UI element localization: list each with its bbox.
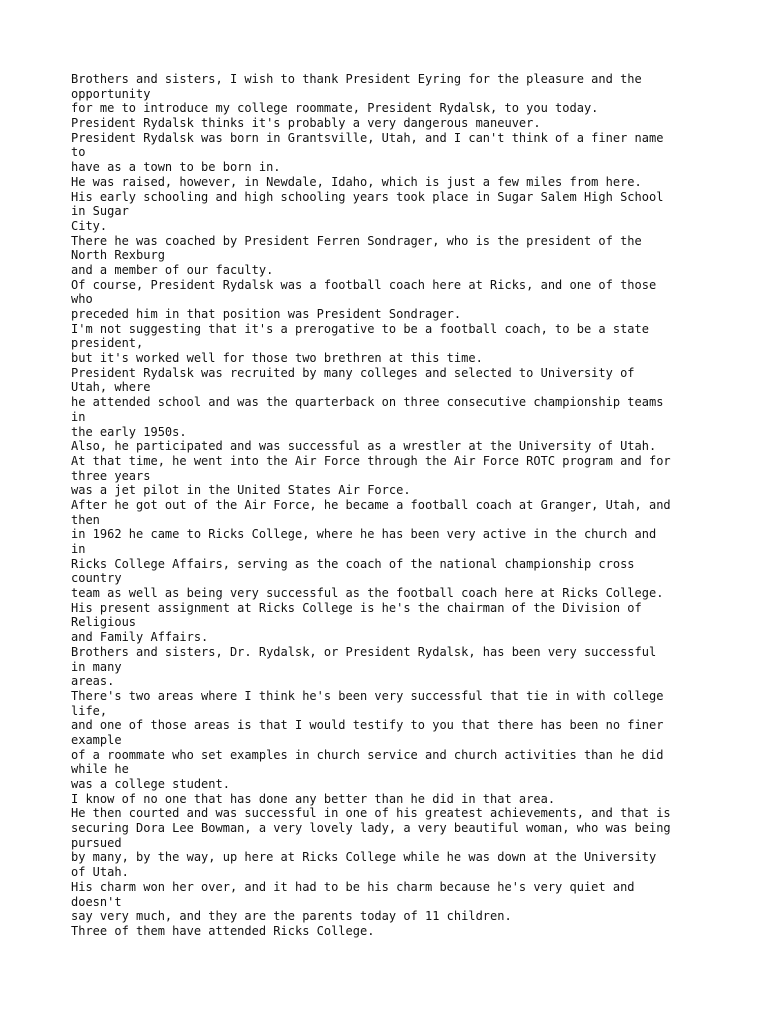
text-line: Brothers and sisters, Dr. Rydalsk, or President Rydalsk, has been very successful (71, 644, 657, 659)
text-line: His early schooling and high schooling years took place in Sugar Salem High School (71, 189, 664, 204)
text-line: President Rydalsk thinks it's probably a very dangerous maneuver. (71, 116, 541, 131)
text-line: but it's worked well for those two brethren at this time. (71, 351, 483, 366)
text-line: country (71, 571, 122, 586)
text-line: There he was coached by President Ferren Sondrager, who is the president of the (71, 233, 642, 248)
text-line: pursued (71, 835, 122, 850)
text-line: Of course, President Rydalsk was a football coach here at Ricks, and one of those (71, 277, 657, 292)
text-line: President Rydalsk was recruited by many colleges and selected to University of (71, 365, 635, 380)
text-line: for me to introduce my college roommate, President Rydalsk, to you today. (71, 101, 599, 116)
text-line: while he (71, 762, 129, 777)
text-line: Three of them have attended Ricks College. (71, 923, 375, 938)
text-line: of a roommate who set examples in church service and church activities than he did (71, 747, 664, 762)
text-line: by many, by the way, up here at Ricks College while he was down at the University (71, 850, 657, 865)
text-line: was a college student. (71, 777, 230, 791)
text-line: At that time, he went into the Air Force through the Air Force ROTC program and for (71, 453, 671, 468)
text-line: the early 1950s. (71, 424, 187, 439)
text-line: securing Dora Lee Bowman, a very lovely lady, a very beautiful woman, who was being (71, 821, 671, 836)
text-line: who (71, 292, 93, 307)
text-line: in (71, 409, 86, 424)
text-line: in 1962 he came to Ricks College, where he has been very active in the church and (71, 527, 657, 542)
text-line: Ricks College Affairs, serving as the coach of the national championship cross (71, 556, 635, 571)
text-line: in Sugar (71, 204, 129, 219)
text-line: and Family Affairs. (71, 630, 209, 645)
text-line: of Utah. (71, 865, 129, 880)
text-line: president, (71, 336, 144, 351)
text-line: he attended school and was the quarterback on three consecutive championship teams (71, 395, 664, 410)
text-line: His present assignment at Ricks College is he's the chairman of the Division of (71, 600, 642, 615)
text-line: I know of no one that has done any better than he did in that area. (71, 791, 556, 806)
text-line: then (71, 512, 100, 527)
text-line: City. (71, 218, 108, 233)
text-line: was a jet pilot in the United States Air Force. (71, 483, 411, 498)
text-line: team as well as being very successful as the football coach here at Ricks College. (71, 586, 664, 601)
text-line: Brothers and sisters, I wish to thank President Eyring for the pleasure and the (71, 72, 642, 86)
text-line: I'm not suggesting that it's a prerogative to be a football coach, to be a state (71, 321, 649, 336)
text-line: After he got out of the Air Force, he became a football coach at Granger, Utah, and (71, 497, 671, 512)
text-line: three years (71, 468, 151, 483)
text-line: in many (71, 659, 122, 674)
text-line: Also, he participated and was successful as a wrestler at the University of Utah. (71, 439, 657, 454)
text-line: life, (71, 703, 108, 718)
text-line: areas. (71, 674, 115, 689)
text-line: opportunity (71, 86, 151, 101)
text-line: doesn't (71, 894, 122, 909)
text-line: preceded him in that position was President Sondrager. (71, 307, 462, 321)
text-line: example (71, 732, 122, 747)
text-line: There's two areas where I think he's been very successful that tie in with college (71, 688, 664, 703)
text-line: and one of those areas is that I would testify to you that there has been no finer (71, 718, 664, 733)
text-line: Religious (71, 615, 137, 630)
text-line: to (71, 145, 86, 160)
text-line: President Rydalsk was born in Grantsville, Utah, and I can't think of a finer name (71, 130, 664, 145)
text-line: and a member of our faculty. (71, 262, 274, 277)
text-line: He was raised, however, in Newdale, Idaho, which is just a few miles from here. (71, 174, 642, 189)
text-line: say very much, and they are the parents today of 11 children. (71, 909, 512, 924)
text-line: North Rexburg (71, 248, 165, 263)
document-body (71, 72, 711, 939)
text-line: Utah, where (71, 380, 151, 395)
text-line: He then courted and was successful in one of his greatest achievements, and that is (71, 806, 671, 821)
text-line: His charm won her over, and it had to be his charm because he's very quiet and (71, 879, 635, 894)
text-line: in (71, 542, 86, 556)
text-line: have as a town to be born in. (71, 160, 281, 175)
